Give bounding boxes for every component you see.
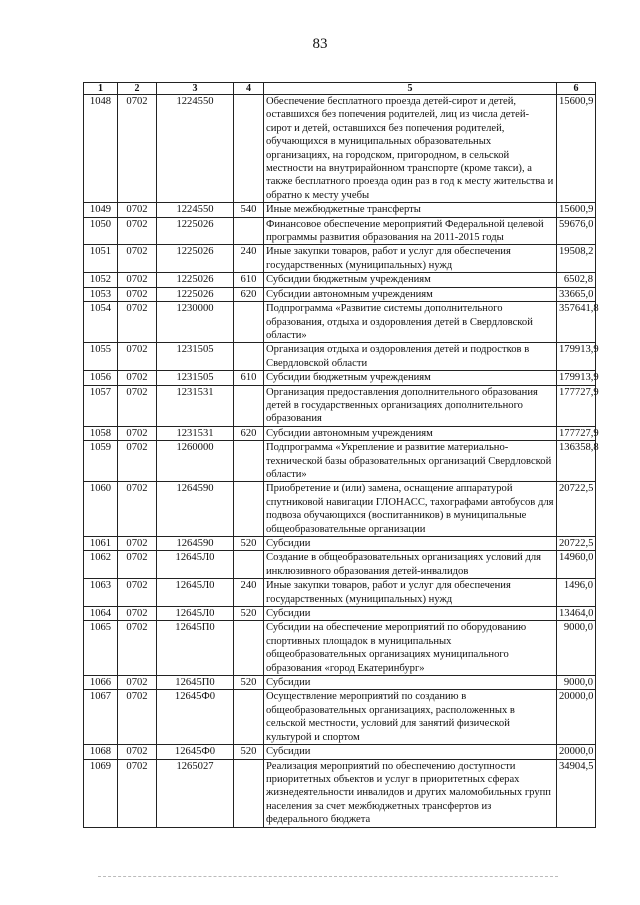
description-cell: Обеспечение бесплатного проезда детей-сирот и детей, оставшихся без попечения родителей, лиц из числа детей-сирот и детей, оставшихся без попечения родителей, обучающихся в муниципальных образовательных организациях, на городском, пригородном, в сельской местности на внутрирайонном транспорте (кроме такси), а также бесплатного проезда один раз в год к месту жительства и обратно к месту учебы [264,95,557,203]
amount-cell: 179913,9 [557,343,596,371]
section-code-cell: 0702 [118,302,157,343]
row-number-cell: 1061 [84,537,118,551]
target-article-cell: 1264590 [157,482,234,537]
table-row [84,579,596,607]
row-number-cell: 1060 [84,482,118,537]
header-cell: 4 [234,83,264,95]
description-cell: Иные закупки товаров, работ и услуг для обеспечения государственных (муниципальных) нужд [264,579,557,607]
section-code-cell: 0702 [118,621,157,676]
table-body [84,95,599,828]
amount-cell: 136358,8 [557,441,596,482]
expense-type-cell [234,759,264,827]
row-number-cell: 1051 [84,245,118,273]
row-number-cell: 1062 [84,551,118,579]
table-row [84,745,596,759]
row-number-cell: 1052 [84,273,118,287]
section-code-cell: 0702 [118,287,157,301]
row-number-cell: 1064 [84,607,118,621]
target-article-cell: 1231505 [157,371,234,385]
description-cell: Субсидии на обеспечение мероприятий по оборудованию спортивных площадок в муниципальных общеобразовательных организациях муниципального образования «город Екатеринбург» [264,621,557,676]
row-number-cell: 1063 [84,579,118,607]
section-code-cell: 0702 [118,537,157,551]
expense-type-cell [234,343,264,371]
expense-type-cell: 520 [234,607,264,621]
description-cell: Субсидии бюджетным учреждениям [264,371,557,385]
section-code-cell: 0702 [118,385,157,426]
amount-cell: 9000,0 [557,676,596,690]
amount-cell: 20000,0 [557,690,596,745]
section-code-cell: 0702 [118,273,157,287]
table-row [84,245,596,273]
amount-cell: 33665,0 [557,287,596,301]
section-code-cell: 0702 [118,343,157,371]
table-row [84,759,596,827]
expense-type-cell: 610 [234,273,264,287]
amount-cell: 19508,2 [557,245,596,273]
description-cell: Подпрограмма «Развитие системы дополнительного образования, отдыха и оздоровления детей в Свердловской области» [264,302,557,343]
expense-type-cell [234,385,264,426]
section-code-cell: 0702 [118,690,157,745]
row-number-cell: 1067 [84,690,118,745]
amount-cell: 179913,9 [557,371,596,385]
section-code-cell: 0702 [118,371,157,385]
page-bottom-divider [98,876,558,877]
target-article-cell: 12645Л0 [157,607,234,621]
table-row [84,203,596,217]
amount-cell: 9000,0 [557,621,596,676]
row-number-cell: 1059 [84,441,118,482]
description-cell: Субсидии бюджетным учреждениям [264,273,557,287]
row-number-cell: 1066 [84,676,118,690]
table-row [84,537,596,551]
expense-type-cell: 520 [234,537,264,551]
amount-cell: 177727,9 [557,385,596,426]
section-code-cell: 0702 [118,482,157,537]
table-row [84,371,596,385]
target-article-cell: 1231531 [157,426,234,440]
expense-type-cell: 610 [234,371,264,385]
section-code-cell: 0702 [118,217,157,245]
table-row [84,441,596,482]
row-number-cell: 1056 [84,371,118,385]
section-code-cell: 0702 [118,579,157,607]
section-code-cell: 0702 [118,676,157,690]
expense-type-cell [234,690,264,745]
row-number-cell: 1057 [84,385,118,426]
target-article-cell: 1224550 [157,203,234,217]
section-code-cell: 0702 [118,551,157,579]
description-cell: Субсидии [264,676,557,690]
row-number-cell: 1054 [84,302,118,343]
target-article-cell: 12645П0 [157,621,234,676]
description-cell: Субсидии автономным учреждениям [264,426,557,440]
row-number-cell: 1048 [84,95,118,203]
target-article-cell: 1231531 [157,385,234,426]
row-number-cell: 1065 [84,621,118,676]
row-number-cell: 1049 [84,203,118,217]
description-cell: Организация отдыха и оздоровления детей и подростков в Свердловской области [264,343,557,371]
amount-cell: 6502,8 [557,273,596,287]
expense-type-cell [234,441,264,482]
target-article-cell: 1225026 [157,245,234,273]
amount-cell: 15600,9 [557,203,596,217]
table-row [84,621,596,676]
row-number-cell: 1053 [84,287,118,301]
expense-type-cell: 540 [234,203,264,217]
section-code-cell: 0702 [118,245,157,273]
amount-cell: 20000,0 [557,745,596,759]
amount-cell: 20722,5 [557,537,596,551]
table-row [84,607,596,621]
amount-cell: 20722,5 [557,482,596,537]
table-row [84,95,596,203]
section-code-cell: 0702 [118,426,157,440]
target-article-cell: 12645Л0 [157,579,234,607]
table-row [84,426,596,440]
target-article-cell: 12645Л0 [157,551,234,579]
description-cell: Иные межбюджетные трансферты [264,203,557,217]
description-cell: Организация предоставления дополнительного образования детей в государственных организациях дополнительного образования [264,385,557,426]
amount-cell: 14960,0 [557,551,596,579]
target-article-cell: 1225026 [157,217,234,245]
section-code-cell: 0702 [118,607,157,621]
page-number: 83 [312,36,328,52]
row-number-cell: 1055 [84,343,118,371]
target-article-cell: 1230000 [157,302,234,343]
expense-type-cell [234,482,264,537]
description-cell: Приобретение и (или) замена, оснащение аппаратурой спутниковой навигации ГЛОНАСС, тахографами автобусов для подвоза обучающихся (воспитанников) в муниципальные общеобразовательные организации [264,482,557,537]
target-article-cell: 1225026 [157,287,234,301]
expense-type-cell: 520 [234,676,264,690]
amount-cell: 13464,0 [557,607,596,621]
table-row [84,302,596,343]
amount-cell: 177727,9 [557,426,596,440]
table-header-row [84,83,596,95]
amount-cell: 1496,0 [557,579,596,607]
expense-type-cell [234,621,264,676]
description-cell: Субсидии [264,537,557,551]
target-article-cell: 1265027 [157,759,234,827]
description-cell: Создание в общеобразовательных организациях условий для инклюзивного образования детей-инвалидов [264,551,557,579]
amount-cell: 357641,8 [557,302,596,343]
expense-type-cell [234,551,264,579]
header-cell: 1 [84,83,118,95]
description-cell: Субсидии автономным учреждениям [264,287,557,301]
budget-table [83,82,599,828]
description-cell: Реализация мероприятий по обеспечению доступности приоритетных объектов и услуг в приоритетных сферах жизнедеятельности инвалидов и других маломобильных групп населения за счет межбюджетных трансфертов из федерального бюджета [264,759,557,827]
header-cell: 3 [157,83,234,95]
table-row [84,217,596,245]
expense-type-cell [234,302,264,343]
expense-type-cell [234,217,264,245]
target-article-cell: 1225026 [157,273,234,287]
table-row [84,287,596,301]
target-article-cell: 1224550 [157,95,234,203]
expense-type-cell [234,95,264,203]
amount-cell: 34904,5 [557,759,596,827]
expense-type-cell: 620 [234,426,264,440]
target-article-cell: 12645Ф0 [157,745,234,759]
table-row [84,273,596,287]
amount-cell: 59676,0 [557,217,596,245]
expense-type-cell: 240 [234,579,264,607]
description-cell: Осуществление мероприятий по созданию в общеобразовательных организациях, расположенных в сельской местности, условий для занятий физической культурой и спортом [264,690,557,745]
table-row [84,676,596,690]
section-code-cell: 0702 [118,745,157,759]
description-cell: Финансовое обеспечение мероприятий Федеральной целевой программы развития образования на 2011-2015 годы [264,217,557,245]
header-cell: 6 [557,83,596,95]
target-article-cell: 1231505 [157,343,234,371]
table-row [84,551,596,579]
header-cell: 2 [118,83,157,95]
header-cell: 5 [264,83,557,95]
description-cell: Иные закупки товаров, работ и услуг для обеспечения государственных (муниципальных) нужд [264,245,557,273]
target-article-cell: 12645П0 [157,676,234,690]
target-article-cell: 12645Ф0 [157,690,234,745]
section-code-cell: 0702 [118,203,157,217]
row-number-cell: 1068 [84,745,118,759]
target-article-cell: 1260000 [157,441,234,482]
table-row [84,482,596,537]
expense-type-cell: 620 [234,287,264,301]
table-row [84,690,596,745]
description-cell: Подпрограмма «Укрепление и развитие материально-технической базы образовательных организаций Свердловской области» [264,441,557,482]
amount-cell: 15600,9 [557,95,596,203]
expense-type-cell: 240 [234,245,264,273]
description-cell: Субсидии [264,607,557,621]
target-article-cell: 1264590 [157,537,234,551]
expense-type-cell: 520 [234,745,264,759]
table-row [84,343,596,371]
row-number-cell: 1069 [84,759,118,827]
table-row [84,385,596,426]
row-number-cell: 1050 [84,217,118,245]
row-number-cell: 1058 [84,426,118,440]
section-code-cell: 0702 [118,441,157,482]
section-code-cell: 0702 [118,759,157,827]
section-code-cell: 0702 [118,95,157,203]
description-cell: Субсидии [264,745,557,759]
